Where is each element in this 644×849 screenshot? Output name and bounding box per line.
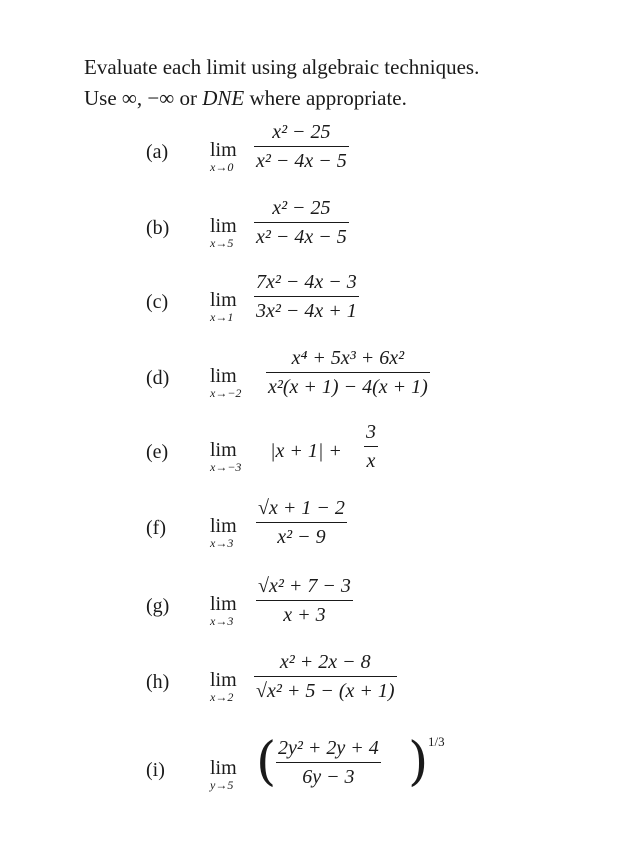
numerator: √x + 1 − 2 <box>258 497 345 519</box>
limit-subscript: x→−2 <box>210 386 242 400</box>
numerator: 3 <box>366 421 376 443</box>
fraction <box>254 650 397 703</box>
denominator: x² − 9 <box>277 526 326 548</box>
fraction-bar <box>256 522 347 523</box>
problem-e <box>0 420 644 494</box>
problem-label: (d) <box>146 367 170 389</box>
lim-word: lim <box>210 139 237 161</box>
limit-operator <box>210 440 270 474</box>
exponent: 1/3 <box>428 734 445 749</box>
problem-label: (f) <box>146 517 166 539</box>
denominator: √x² + 5 − (x + 1) <box>256 680 395 702</box>
fraction <box>256 574 353 627</box>
fraction-bar <box>254 676 397 677</box>
problem-g <box>0 570 644 644</box>
denominator: x + 3 <box>283 604 326 626</box>
denominator: x <box>366 450 376 472</box>
problem-label: (e) <box>146 441 169 463</box>
lim-word: lim <box>210 669 237 691</box>
fraction-bar <box>254 222 349 223</box>
numerator: x² − 25 <box>272 197 331 219</box>
denominator: 6y − 3 <box>302 766 355 788</box>
limit-subscript: x→0 <box>210 160 234 174</box>
fraction-bar <box>254 296 359 297</box>
problem-i <box>0 734 644 808</box>
problem-f <box>0 496 644 570</box>
limit-operator <box>210 366 270 400</box>
fraction-bar <box>276 762 381 763</box>
numerator: x² + 2x − 8 <box>279 651 371 673</box>
instructions-line-2-prefix: Use ∞, −∞ or <box>84 86 203 110</box>
right-parenthesis: ) <box>408 732 429 792</box>
lim-word: lim <box>210 515 237 537</box>
numerator: 7x² − 4x − 3 <box>256 271 357 293</box>
problem-c <box>0 270 644 344</box>
limit-subscript: x→5 <box>210 236 234 250</box>
instructions-line-1: Evaluate each limit using algebraic techniques. <box>84 55 480 79</box>
limit-subscript: x→3 <box>210 536 234 550</box>
fraction <box>364 420 378 473</box>
absolute-value-term: |x + 1| + <box>270 440 342 462</box>
instructions <box>84 52 479 114</box>
problem-h <box>0 648 644 722</box>
fraction-bar <box>254 146 349 147</box>
lim-word: lim <box>210 593 237 615</box>
fraction-bar <box>256 600 353 601</box>
problem-d <box>0 344 644 418</box>
denominator: x² − 4x − 5 <box>256 150 347 172</box>
lim-word: lim <box>210 215 237 237</box>
problem-label: (h) <box>146 671 170 693</box>
limit-subscript: x→1 <box>210 310 234 324</box>
denominator: x²(x + 1) − 4(x + 1) <box>268 376 428 398</box>
problem-b <box>0 194 644 268</box>
instructions-dne: DNE <box>202 86 245 110</box>
limit-subscript: x→2 <box>210 690 234 704</box>
denominator: x² − 4x − 5 <box>256 226 347 248</box>
numerator: x⁴ + 5x³ + 6x² <box>291 347 405 369</box>
numerator: √x² + 7 − 3 <box>258 575 351 597</box>
problem-label: (c) <box>146 291 169 313</box>
instructions-line-2 <box>84 83 479 114</box>
lim-word: lim <box>210 757 237 779</box>
numerator: x² − 25 <box>272 121 331 143</box>
problem-label: (g) <box>146 595 170 617</box>
lim-word: lim <box>210 289 237 311</box>
denominator: 3x² − 4x + 1 <box>256 300 357 322</box>
problem-a <box>0 118 644 192</box>
fraction <box>256 496 347 549</box>
fraction <box>254 120 349 173</box>
numerator: 2y² + 2y + 4 <box>278 737 379 759</box>
fraction <box>254 196 349 249</box>
limit-subscript: x→−3 <box>210 460 242 474</box>
limit-subscript: x→3 <box>210 614 234 628</box>
lim-word: lim <box>210 439 237 461</box>
limit-subscript: y→5 <box>210 778 234 792</box>
fraction <box>266 346 430 399</box>
fraction-bar <box>364 446 378 447</box>
fraction <box>254 270 359 323</box>
instructions-line-2-suffix: where appropriate. <box>244 86 407 110</box>
problem-label: (b) <box>146 217 170 239</box>
lim-word: lim <box>210 365 237 387</box>
problem-label: (a) <box>146 141 169 163</box>
left-parenthesis: ( <box>256 732 277 792</box>
fraction <box>276 736 381 789</box>
problem-label: (i) <box>146 759 165 781</box>
fraction-bar <box>266 372 430 373</box>
